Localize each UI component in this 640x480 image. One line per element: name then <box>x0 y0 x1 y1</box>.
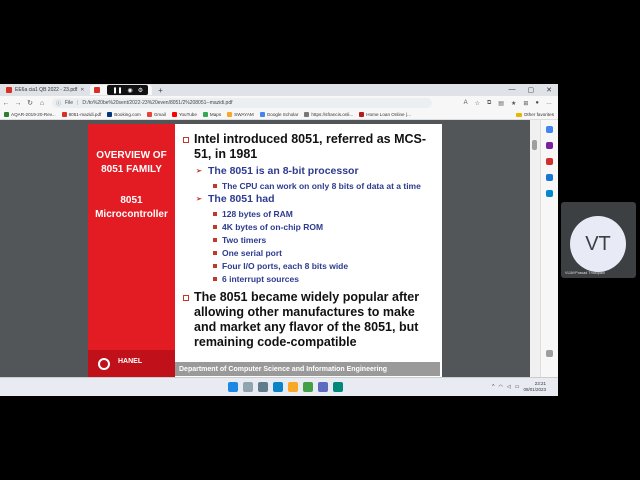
bookmark-icon <box>4 112 9 117</box>
games-icon[interactable] <box>546 174 553 181</box>
meeting-controls[interactable] <box>107 85 148 95</box>
wifi-icon[interactable]: ◠ <box>498 384 503 390</box>
system-tray <box>492 381 546 393</box>
bookmarks-bar <box>0 110 558 120</box>
slide-sub-bullet: ➢ The 8051 is an 8-bit processor <box>180 165 440 178</box>
close-icon[interactable]: ✕ <box>80 87 85 93</box>
slide-item: Four I/O ports, each 8 bits wide <box>180 261 440 271</box>
store-icon[interactable] <box>333 382 343 392</box>
favorite-star-icon[interactable]: ☆ <box>474 100 480 107</box>
slide-sub-bullet: ➢ The 8051 had <box>180 193 440 206</box>
url-field[interactable]: ⓘ File | D:/to%20be%20sent/2022-23%20even/8051/2%208051--mazidi.pdf <box>52 98 432 108</box>
taskbar <box>0 377 558 396</box>
forward-icon[interactable]: → <box>14 99 22 107</box>
bookmark-item[interactable]: Gmail <box>147 112 166 117</box>
participant-tile <box>561 202 636 278</box>
logo-mark-icon <box>98 358 110 370</box>
gear-icon[interactable]: ⚙ <box>137 87 144 94</box>
bookmark-icon <box>260 112 265 117</box>
bookmark-icon <box>172 112 177 117</box>
bookmark-item[interactable]: YouTube <box>172 112 197 117</box>
outlook-icon[interactable] <box>546 190 553 197</box>
address-bar-row <box>0 96 558 110</box>
slide-item: 128 bytes of RAM <box>180 209 440 219</box>
task-view-icon[interactable] <box>258 382 268 392</box>
info-icon[interactable]: ⓘ <box>56 100 62 107</box>
bookmark-icon <box>203 112 208 117</box>
avatar: VT <box>570 216 626 272</box>
bookmark-item[interactable]: Home Loan Online |... <box>359 112 411 117</box>
teams-icon[interactable] <box>318 382 328 392</box>
bookmark-item[interactable]: https://sfrancis.onli... <box>304 112 353 117</box>
bookmark-icon <box>359 112 364 117</box>
screen <box>0 84 558 396</box>
bookmark-icon <box>304 112 309 117</box>
bookmark-item[interactable]: Google Scholar <box>260 112 299 117</box>
clock-time: 23:21 <box>534 381 546 386</box>
url-text: D:/to%20be%20sent/2022-23%20even/8051/2%208051--mazidi.pdf <box>82 100 233 106</box>
tab-qb-pdf[interactable] <box>2 85 88 95</box>
slide-item: One serial port <box>180 248 440 258</box>
camera-icon[interactable]: ◉ <box>127 87 133 94</box>
slide-item: The CPU can work on only 8 bits of data at a time <box>180 181 440 191</box>
profile-icon[interactable]: ● <box>535 100 539 106</box>
home-icon[interactable]: ⌂ <box>39 99 45 107</box>
shopping-icon[interactable] <box>546 142 553 149</box>
slide-side-panel <box>88 124 175 377</box>
close-window-icon[interactable]: ✕ <box>546 87 552 94</box>
pause-icon[interactable]: ❚❚ <box>112 87 123 94</box>
read-aloud-icon[interactable]: A <box>463 100 468 106</box>
volume-icon[interactable]: ◁ <box>506 384 511 390</box>
tab-mazidi-pdf[interactable] <box>90 85 152 95</box>
minimize-icon[interactable]: — <box>508 86 516 93</box>
participant-name: VIJAYPrasad Thulupalli <box>565 271 605 275</box>
more-icon[interactable]: … <box>546 100 552 106</box>
bookmark-item[interactable]: SWAYAM <box>227 112 254 117</box>
toolbar-icons <box>464 100 558 107</box>
battery-icon[interactable]: ▭ <box>514 384 520 390</box>
search-icon[interactable] <box>546 126 553 133</box>
bookmark-icon <box>62 112 67 117</box>
bookmark-item[interactable]: Booking.com <box>107 112 141 117</box>
vertical-scrollbar[interactable] <box>530 120 540 377</box>
pdf-page <box>88 124 442 377</box>
slide-side-title: OVERVIEW OF 8051 FAMILY <box>96 150 167 175</box>
url-prefix: File <box>65 100 74 106</box>
slide-footer: Department of Computer Science and Information Engineering <box>175 362 440 376</box>
back-icon[interactable]: ← <box>2 99 10 107</box>
pdf-icon <box>6 87 12 93</box>
search-icon[interactable] <box>243 382 253 392</box>
slide-bullet: The 8051 became widely popular after allowing other manufactures to make and market any flavor of the 8051, but remaining code-compatible <box>180 290 440 350</box>
tab-label: EE6a cia1 QB 2022 - 23.pdf <box>15 87 78 93</box>
bookmark-icon <box>147 112 152 117</box>
slide-side-subtitle: 8051 Microcontroller <box>95 195 168 220</box>
pdf-icon <box>94 87 100 93</box>
slide-item: Two timers <box>180 235 440 245</box>
slide-item: 4K bytes of on-chip ROM <box>180 222 440 232</box>
tab-strip <box>0 84 558 96</box>
slide-bullet: Intel introduced 8051, referred as MCS-51, in 1981 <box>180 132 440 162</box>
slide-content <box>180 132 440 353</box>
bookmark-item[interactable]: 8051-mazidi.pdf <box>62 112 102 117</box>
clock[interactable] <box>523 381 546 393</box>
windows-start-icon[interactable] <box>228 382 238 392</box>
chrome-icon[interactable] <box>303 382 313 392</box>
maximize-icon[interactable]: ▢ <box>527 87 535 94</box>
favorites-icon[interactable]: ★ <box>510 100 517 107</box>
folder-icon <box>516 113 522 117</box>
new-tab-button[interactable]: + <box>158 85 163 95</box>
edge-browser-icon[interactable] <box>273 382 283 392</box>
bookmark-item[interactable]: AQAR-2019-20-Rev... <box>4 112 56 117</box>
hanel-logo <box>88 350 175 377</box>
extensions-icon[interactable]: ⧉ <box>486 99 492 106</box>
other-favorites[interactable]: Other favorites <box>516 112 558 117</box>
collections-icon[interactable]: ⊞ <box>523 100 529 107</box>
split-icon[interactable]: ▤ <box>498 100 504 107</box>
sidebar-settings-icon[interactable] <box>546 350 553 357</box>
scrollbar-thumb[interactable] <box>532 140 537 150</box>
bookmark-item[interactable]: Maps <box>203 112 221 117</box>
taskbar-apps <box>228 382 343 392</box>
slide-item: 6 interrupt sources <box>180 274 440 284</box>
edge-sidebar <box>540 120 558 377</box>
bookmark-icon <box>227 112 232 117</box>
window-controls <box>509 86 559 94</box>
bookmark-icon <box>107 112 112 117</box>
pdf-viewer <box>0 120 530 377</box>
clock-date: 08/01/2023 <box>523 387 546 392</box>
file-explorer-icon[interactable] <box>288 382 298 392</box>
tools-icon[interactable] <box>546 158 553 165</box>
chevron-up-icon[interactable]: ^ <box>492 384 495 390</box>
logo-text: HANEL <box>118 358 143 365</box>
refresh-icon[interactable]: ↻ <box>27 100 33 107</box>
